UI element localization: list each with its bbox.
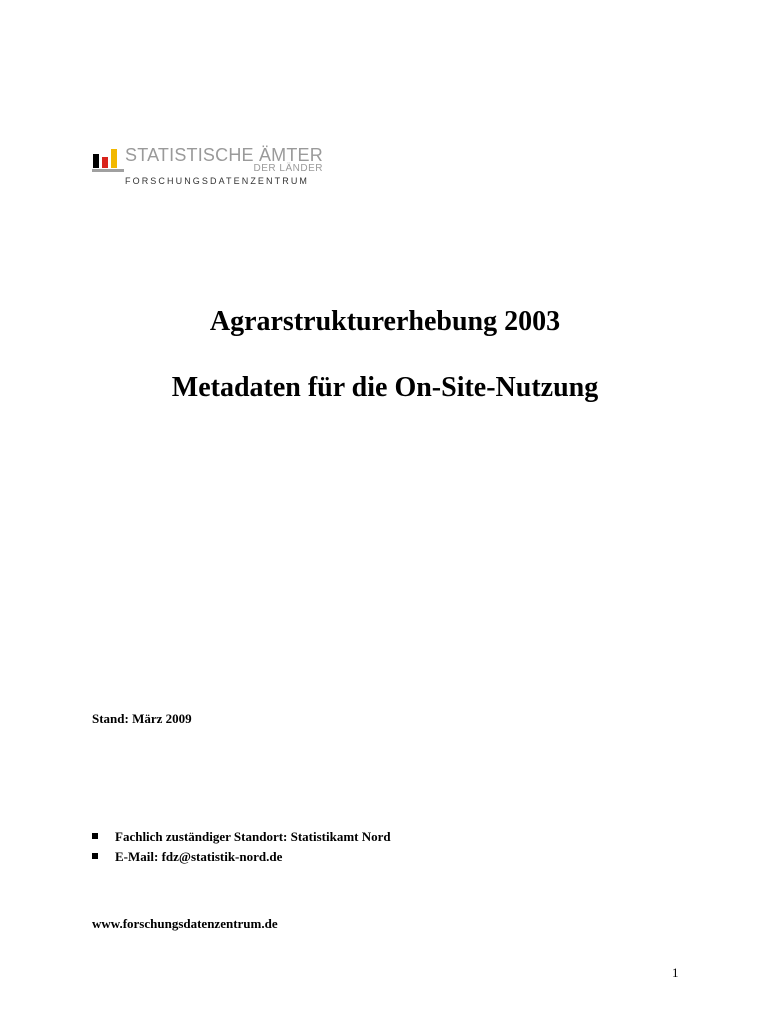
stand-date: Stand: März 2009: [92, 711, 192, 726]
document-subtitle: Metadaten für die On-Site-Nutzung: [171, 372, 599, 403]
page-number: 1: [672, 965, 679, 980]
logo-fdz-text: FORSCHUNGSDATENZENTRUM: [125, 176, 310, 186]
logo-bar-base: [92, 169, 124, 172]
contact-location: Fachlich zuständiger Standort: Statistikamt Nord: [115, 829, 391, 844]
logo-main-text: STATISTISCHE ÄMTER: [125, 145, 323, 165]
logo-bars-icon: [92, 146, 124, 172]
logo-sub-text: DER LÄNDER: [253, 163, 323, 174]
fdz-logo: [92, 146, 332, 190]
square-bullet-icon: [92, 833, 98, 839]
logo-bar-black: [93, 154, 99, 168]
square-bullet-icon: [92, 853, 98, 859]
website-link[interactable]: www.forschungsdatenzentrum.de: [92, 916, 278, 931]
document-title: Agrarstrukturerhebung 2003: [209, 306, 561, 337]
contact-email: E-Mail: fdz@statistik-nord.de: [115, 849, 283, 864]
logo-bar-red: [102, 157, 108, 168]
logo-bar-gold: [111, 149, 117, 168]
